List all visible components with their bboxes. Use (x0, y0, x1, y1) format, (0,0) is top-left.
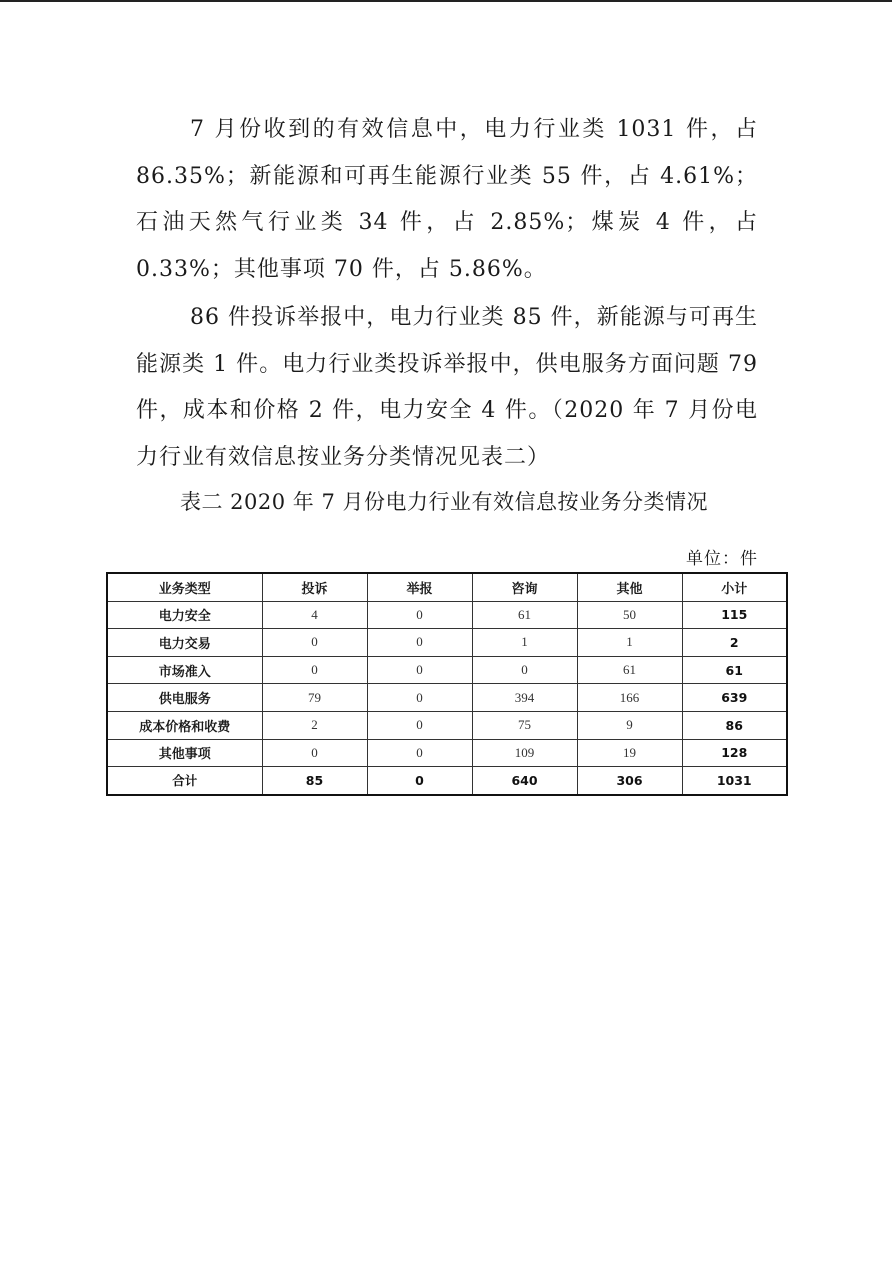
cell-other: 9 (577, 711, 682, 739)
cell-other: 1 (577, 629, 682, 657)
paragraph-summary-effective-info: 7 月份收到的有效信息中，电力行业类 1031 件，占 86.35%；新能源和可再生能源行业类 55 件，占 4.61%；石油天然气行业类 34 件，占 2.85%；煤炭 4 件，占 0.33%；其他事项 70 件，占 5.86%。 (136, 117, 758, 282)
cell-complaint: 79 (262, 684, 367, 712)
table-row (107, 656, 787, 684)
row-category: 其他事项 (107, 739, 262, 767)
cell-inquiry: 394 (472, 684, 577, 712)
cell-subtotal: 115 (682, 601, 787, 629)
cell-inquiry: 0 (472, 656, 577, 684)
cell-complaint: 4 (262, 601, 367, 629)
cell-complaint: 0 (262, 656, 367, 684)
row-category: 市场准入 (107, 656, 262, 684)
cell-report: 0 (367, 601, 472, 629)
table-row (107, 739, 787, 767)
total-label: 合计 (107, 767, 262, 795)
row-category: 电力交易 (107, 629, 262, 657)
cell-other: 50 (577, 601, 682, 629)
cell-other: 166 (577, 684, 682, 712)
table-total-row (107, 767, 787, 795)
header-subtotal: 小计 (682, 573, 787, 601)
paragraph-complaints-reports: 86 件投诉举报中，电力行业类 85 件，新能源与可再生能源类 1 件。电力行业类投诉举报中，供电服务方面问题 79 件，成本和价格 2 件，电力安全 4 件。（2020 年 7 月份电力行业有效信息按业务分类情况见表二） (136, 305, 758, 470)
cell-inquiry: 61 (472, 601, 577, 629)
cell-report: 0 (367, 684, 472, 712)
table-title: 表二 2020 年 7 月份电力行业有效信息按业务分类情况 (180, 490, 709, 514)
total-inquiry: 640 (472, 767, 577, 795)
total-complaint: 85 (262, 767, 367, 795)
table-row (107, 629, 787, 657)
total-subtotal: 1031 (682, 767, 787, 795)
cell-other: 19 (577, 739, 682, 767)
top-border-line (0, 0, 892, 2)
table-row (107, 601, 787, 629)
table-row (107, 711, 787, 739)
header-inquiry: 咨询 (472, 573, 577, 601)
total-other: 306 (577, 767, 682, 795)
business-category-table (106, 572, 788, 796)
cell-subtotal: 86 (682, 711, 787, 739)
row-category: 电力安全 (107, 601, 262, 629)
cell-inquiry: 1 (472, 629, 577, 657)
cell-report: 0 (367, 739, 472, 767)
cell-subtotal: 61 (682, 656, 787, 684)
cell-inquiry: 75 (472, 711, 577, 739)
cell-subtotal: 2 (682, 629, 787, 657)
unit-label: 单位：件 (686, 549, 758, 569)
table-row (107, 684, 787, 712)
cell-subtotal: 639 (682, 684, 787, 712)
cell-report: 0 (367, 656, 472, 684)
header-business-type: 业务类型 (107, 573, 262, 601)
total-report: 0 (367, 767, 472, 795)
cell-complaint: 0 (262, 739, 367, 767)
header-other: 其他 (577, 573, 682, 601)
cell-report: 0 (367, 711, 472, 739)
cell-other: 61 (577, 656, 682, 684)
row-category: 成本价格和收费 (107, 711, 262, 739)
cell-complaint: 2 (262, 711, 367, 739)
row-category: 供电服务 (107, 684, 262, 712)
cell-complaint: 0 (262, 629, 367, 657)
cell-inquiry: 109 (472, 739, 577, 767)
header-complaint: 投诉 (262, 573, 367, 601)
header-report: 举报 (367, 573, 472, 601)
cell-subtotal: 128 (682, 739, 787, 767)
table-header-row (107, 573, 787, 601)
cell-report: 0 (367, 629, 472, 657)
